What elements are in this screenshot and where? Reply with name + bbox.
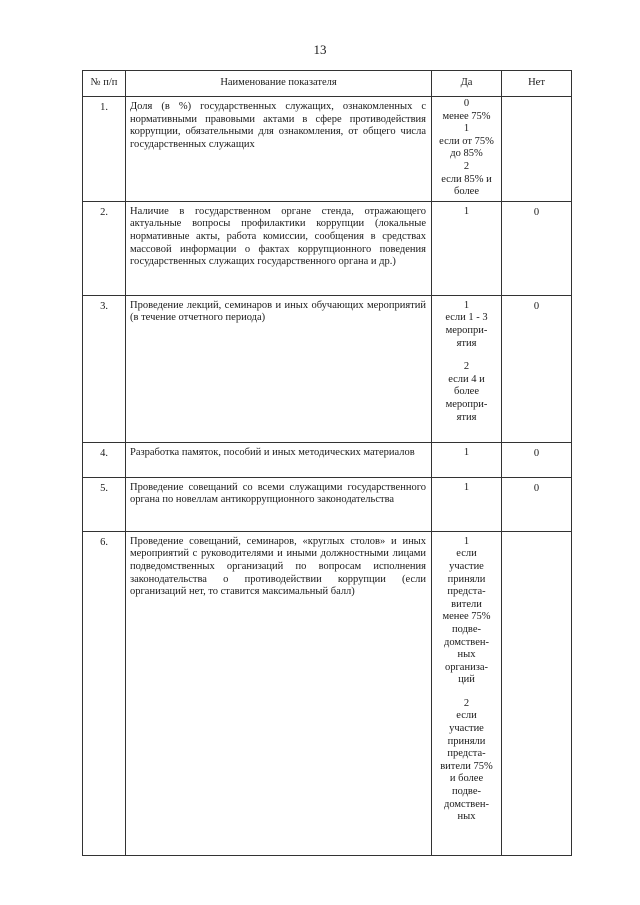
header-no: Нет (502, 71, 572, 97)
yes-cell-line: если 85% и более (441, 173, 492, 198)
table-header-row (83, 71, 572, 97)
row-no: 0 (502, 295, 572, 442)
row-num: 3. (83, 295, 126, 442)
row-yes (432, 97, 502, 202)
yes-cell-line: 2 (463, 361, 470, 373)
row-name: Проведение совещаний, семинаров, «круглых столов» и иных мероприятий с руководителями и иными должностными лицами подведомственных организаций по вопросам исполнения законодательства о противодействии коррупции (если организаций нет, то ставится максимальный балл) (126, 531, 432, 855)
row-num: 2. (83, 201, 126, 295)
row-name: Проведение совещаний со всеми служащими государственного органа по новеллам антикоррупционного законодательства (126, 477, 432, 531)
row-name: Разработка памяток, пособий и иных методических материалов (126, 442, 432, 477)
table-row (83, 442, 572, 477)
yes-cell-line: 2 (463, 160, 470, 172)
page-number: 13 (313, 42, 327, 57)
yes-cell-line: ятия (456, 337, 477, 349)
yes-cell-line: и более (449, 773, 484, 785)
yes-cell-line: 1 (463, 205, 470, 217)
yes-cell-line: подве- (452, 786, 481, 798)
row-name: Проведение лекций, семинаров и иных обучающих мероприятий (в течение отчетного периода) (126, 295, 432, 442)
yes-cell-line: вители 75% (440, 760, 493, 772)
yes-cell-line: приняли (447, 573, 486, 585)
yes-cell-line: домствен- (444, 636, 489, 648)
row-num: 4. (83, 442, 126, 477)
indicators-table-wrapper (82, 70, 571, 856)
yes-cell-line: 1 (463, 535, 470, 547)
yes-cell-line (434, 350, 499, 361)
yes-cell-line: менее 75% (442, 110, 491, 122)
yes-cell-line: предста- (447, 586, 486, 598)
yes-cell-line: менее 75% (442, 611, 491, 623)
table-row (83, 477, 572, 531)
yes-cell-line: домствен- (444, 798, 489, 810)
yes-cell-line: участие (449, 560, 484, 572)
row-yes (432, 201, 502, 295)
yes-cell-line: 1 (463, 299, 470, 311)
yes-cell-line: ятия (456, 411, 477, 423)
yes-cell-line: ных (457, 811, 476, 823)
table-row (83, 97, 572, 202)
yes-cell-line: 1 (463, 481, 470, 493)
yes-cell-line (434, 687, 499, 698)
yes-cell-line: 1 (463, 446, 470, 458)
header-num: № п/п (83, 71, 126, 97)
yes-cell-line: более (453, 386, 479, 398)
yes-cell-line: если 4 и (448, 373, 485, 385)
yes-cell-line: 2 (463, 697, 470, 709)
yes-cell-line: если от 75% до 85% (439, 135, 494, 160)
row-no (502, 97, 572, 202)
row-num: 6. (83, 531, 126, 855)
row-name: Доля (в %) государственных служащих, ознакомленных с нормативными правовыми актами в сфере противодействия коррупции, обязательными для ознакомления, от общего числа государственных служащих (126, 97, 432, 202)
row-no: 0 (502, 477, 572, 531)
yes-cell-line: если (456, 710, 477, 722)
yes-cell-line: 0 (463, 98, 470, 109)
table-row (83, 295, 572, 442)
yes-cell-line: ных (457, 649, 476, 661)
yes-cell-line: приняли (447, 735, 486, 747)
row-yes (432, 531, 502, 855)
yes-cell-line: вители (451, 598, 482, 610)
yes-cell-line: меропри- (445, 398, 488, 410)
row-yes (432, 442, 502, 477)
yes-cell-line: если 1 - 3 (445, 312, 488, 324)
row-name: Наличие в государственном органе стенда, отражающего актуальные вопросы профилактики коррупции (локальные нормативные акты, работа комиссии, сообщения в средствах массовой информации о фактах коррупционного поведения государственных служащих государственного органа и др.) (126, 201, 432, 295)
row-num: 5. (83, 477, 126, 531)
table-body (83, 97, 572, 856)
indicators-table (82, 70, 572, 856)
yes-cell-line: подве- (452, 623, 481, 635)
row-yes (432, 477, 502, 531)
yes-cell-line: предста- (447, 748, 486, 760)
row-no (502, 531, 572, 855)
yes-cell-line: участие (449, 723, 484, 735)
yes-cell-line: если (456, 548, 477, 560)
yes-cell-line: ций (458, 674, 475, 686)
row-yes (432, 295, 502, 442)
header-yes: Да (432, 71, 502, 97)
yes-cell-line: меропри- (445, 324, 488, 336)
row-num: 1. (83, 97, 126, 202)
row-no: 0 (502, 442, 572, 477)
row-no: 0 (502, 201, 572, 295)
yes-cell-line: организа- (444, 661, 488, 673)
yes-cell-line: 1 (463, 123, 470, 135)
table-row (83, 201, 572, 295)
table-row (83, 531, 572, 855)
header-name: Наименование показателя (126, 71, 432, 97)
